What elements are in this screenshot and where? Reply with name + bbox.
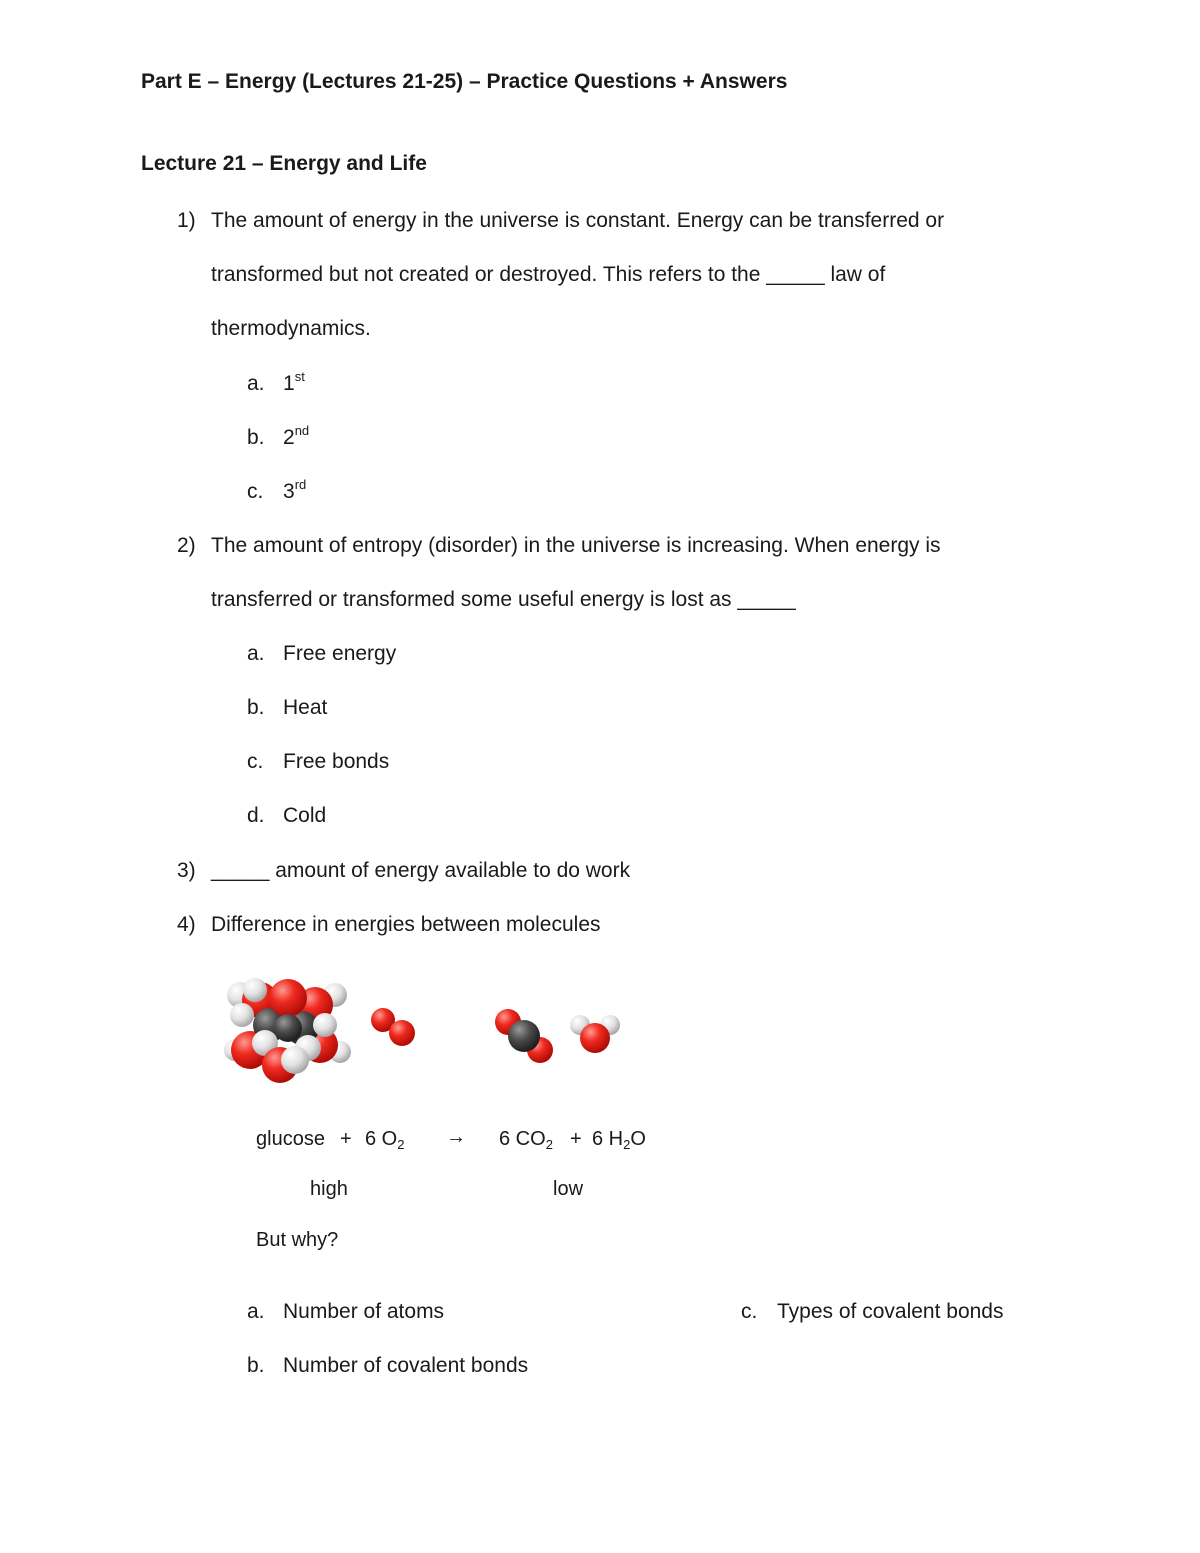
glucose-molecule-icon <box>224 978 351 1083</box>
carbon-dioxide-molecule-icon <box>495 1009 553 1063</box>
reaction-h2o: 6 $H_2O$ <box>592 1128 646 1152</box>
oxygen-molecule-icon <box>371 1008 415 1046</box>
reaction-co2: 6 $CO_2$ <box>499 1128 553 1152</box>
q4-option-c[interactable]: Types of covalent bonds <box>777 1300 1004 1323</box>
section-heading: Lecture 21 – Energy and Life <box>141 152 427 175</box>
q1-option-c-letter: c. <box>247 480 264 503</box>
q1-option-a[interactable]: 1st <box>283 369 305 395</box>
q2-option-b-letter: b. <box>247 696 265 719</box>
reaction-o2: 6 $O_2$ <box>365 1128 405 1152</box>
q2-option-a-letter: a. <box>247 642 265 665</box>
question-1-line-2: transformed but not created or destroyed. This refers to the _____ law of <box>211 263 886 286</box>
question-1-number: 1) <box>177 209 196 232</box>
question-4-number: 4) <box>177 913 196 936</box>
question-3-text: _____ amount of energy available to do work <box>211 859 631 882</box>
reaction-low-label: low <box>553 1178 584 1200</box>
q4-option-c-letter: c. <box>741 1300 758 1323</box>
q2-option-c[interactable]: Free bonds <box>283 750 390 773</box>
q4-option-a-letter: a. <box>247 1300 265 1323</box>
question-3-number: 3) <box>177 859 196 882</box>
q1-option-c[interactable]: 3rd <box>283 477 307 503</box>
question-2-line-2: transferred or transformed some useful energy is lost as _____ <box>211 588 796 611</box>
question-4-text: Difference in energies between molecules <box>211 913 601 936</box>
q4-option-b-letter: b. <box>247 1354 265 1377</box>
q4-option-a[interactable]: Number of atoms <box>283 1300 445 1323</box>
question-2-number: 2) <box>177 534 196 557</box>
reaction-question: But why? <box>256 1229 339 1251</box>
reaction-arrow-icon: → <box>446 1126 466 1148</box>
q1-option-b-letter: b. <box>247 426 265 449</box>
q1-option-a-letter: a. <box>247 372 265 395</box>
reaction-glucose: glucose <box>256 1128 325 1150</box>
reaction-plus-1: + <box>340 1128 352 1150</box>
q2-option-d[interactable]: Cold <box>283 804 327 827</box>
q4-option-b[interactable]: Number of covalent bonds <box>283 1354 529 1377</box>
page-title: Part E – Energy (Lectures 21-25) – Practice Questions + Answers <box>141 70 788 93</box>
q2-option-d-letter: d. <box>247 804 265 827</box>
reaction-plus-2: + <box>570 1128 582 1150</box>
q1-option-b[interactable]: 2nd <box>283 423 310 449</box>
molecule-figure <box>220 970 640 1090</box>
question-1-line-1: The amount of energy in the universe is constant. Energy can be transferred or <box>211 209 945 232</box>
q2-option-c-letter: c. <box>247 750 264 773</box>
water-molecule-icon <box>570 1015 620 1053</box>
reaction-high-label: high <box>310 1178 348 1200</box>
q2-option-a[interactable]: Free energy <box>283 642 397 665</box>
question-2-line-1: The amount of entropy (disorder) in the universe is increasing. When energy is <box>211 534 941 557</box>
question-1-line-3: thermodynamics. <box>211 317 371 340</box>
q2-option-b[interactable]: Heat <box>283 696 328 719</box>
